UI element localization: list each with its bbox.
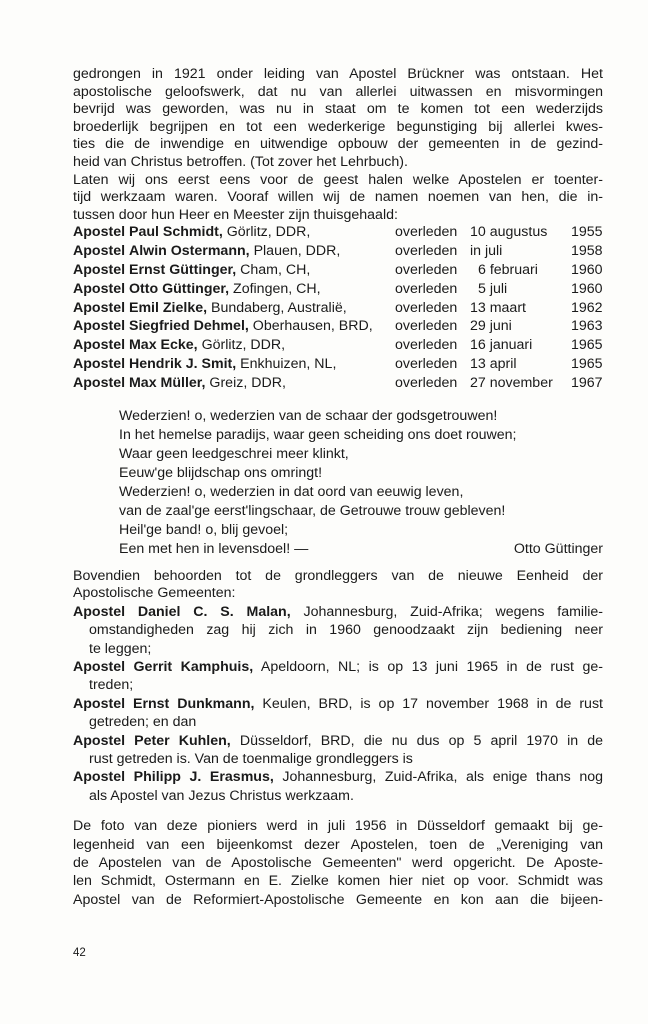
apostle-name: Otto Güttinger, <box>128 280 230 297</box>
text-line: omstandigheden zag hij zich in 1960 genoodzaakt zijn bediening neer <box>89 622 603 639</box>
died-label: overleden <box>395 261 458 278</box>
apostle-place: Görlitz, DDR, <box>201 337 286 354</box>
apostle-row <box>73 262 603 281</box>
apostle-name: Alwin Ostermann, <box>128 243 250 260</box>
apostle-name: Emil Zielke, <box>128 299 208 316</box>
death-date: 29 juni <box>470 318 512 335</box>
died-label: overleden <box>395 243 458 260</box>
apostle-title: Apostel <box>73 243 126 260</box>
apostle-row <box>73 224 603 243</box>
apostle-place: Greiz, DDR, <box>209 374 286 391</box>
died-label: overleden <box>395 318 458 335</box>
apostle-place: Görlitz, DDR, <box>226 224 311 241</box>
text-line: getreden; en dan <box>89 714 197 731</box>
text-line: Bovendien behoorden tot de grondleggers van de nieuwe Eenheid der <box>73 567 603 584</box>
closing-paragraph <box>73 817 603 909</box>
apostle-row <box>73 318 603 337</box>
death-year: 1963 <box>571 318 603 335</box>
death-year: 1955 <box>571 224 603 241</box>
apostle-title: Apostel <box>73 374 126 391</box>
apostle-place: Plauen, DDR, <box>253 243 341 260</box>
text-line: heid van Christus betroffen. (Tot zover het Lehrbuch). <box>73 153 408 170</box>
poem-line: Eeuw'ge blijdschap ons omringt! <box>119 464 323 481</box>
poem-line: van de zaal'ge eerst'lingschaar, de Getrouwe trouw gebleven! <box>119 502 506 519</box>
apostle-place: Oberhausen, BRD, <box>252 318 373 335</box>
death-date: 16 januari <box>470 337 533 354</box>
deceased-apostles-list <box>73 224 603 393</box>
death-year: 1962 <box>571 299 603 316</box>
poem-last-line <box>119 541 603 560</box>
founder-name: Apostel Ernst Dunkmann, <box>73 695 255 712</box>
death-date: 27 november <box>470 374 553 391</box>
apostle-row <box>73 243 603 262</box>
founder-name: Apostel Peter Kuhlen, <box>73 732 231 749</box>
death-date: 13 april <box>470 355 517 372</box>
apostle-title: Apostel <box>73 318 126 335</box>
died-label: overleden <box>395 337 458 354</box>
apostle-name: Max Ecke, <box>128 337 198 354</box>
apostle-title: Apostel <box>73 224 126 241</box>
died-label: overleden <box>395 374 458 391</box>
death-year: 1967 <box>571 374 603 391</box>
death-year: 1960 <box>571 280 603 297</box>
text-line: Apostel van de Reformiert-Apostolische Gemeente en kon aan die bijeen- <box>73 891 603 908</box>
founder-entry <box>73 768 603 805</box>
death-date: 5 juli <box>478 280 508 297</box>
died-label: overleden <box>395 280 458 297</box>
apostle-place: Cham, CH, <box>240 261 311 278</box>
death-year: 1960 <box>571 261 603 278</box>
founder-entry <box>73 732 603 769</box>
founder-entry <box>73 695 603 732</box>
text-line: tussen door hun Heer en Meester zijn thuisgehaald: <box>73 206 398 223</box>
apostle-title: Apostel <box>73 355 126 372</box>
apostle-place: Zofingen, CH, <box>233 280 321 297</box>
died-label: overleden <box>395 355 458 372</box>
text-line: Laten wij ons eerst eens voor de geest halen welke Apostelen er toenter- <box>73 171 603 188</box>
apostle-row <box>73 375 603 394</box>
founder-entry <box>73 603 603 658</box>
apostle-place: Bundaberg, Australië, <box>211 299 347 316</box>
text-line: Apostolische Gemeenten: <box>73 585 236 602</box>
deceased-intro-paragraph <box>73 172 603 225</box>
apostle-name: Ernst Güttinger, <box>128 261 237 278</box>
apostle-row <box>73 337 603 356</box>
death-date: 13 maart <box>470 299 526 316</box>
apostle-name: Hendrik J. Smit, <box>128 355 237 372</box>
founders-intro-paragraph <box>73 568 603 603</box>
apostle-name: Max Müller, <box>128 374 206 391</box>
text-line: bevrijd was geworden, was nu in staat om te komen tot een wederzijds <box>73 101 603 118</box>
text-line: te leggen; <box>89 640 152 657</box>
apostle-title: Apostel <box>73 337 126 354</box>
founder-name: Apostel Philipp J. Erasmus, <box>73 769 274 786</box>
text-line: De foto van deze pioniers werd in juli 1956 in Düsseldorf gemaakt bij ge- <box>73 818 603 835</box>
text-line: Düsseldorf, BRD, die nu dus op 5 april 1970 in de <box>230 732 603 749</box>
death-date: 6 februari <box>478 261 538 278</box>
text-line: Johannesburg, Zuid-Afrika, als enige thans nog <box>273 769 603 786</box>
text-line: rust getreden is. Van de toenmalige grondleggers is <box>89 750 413 767</box>
founders-list <box>73 603 603 805</box>
text-line: legenheid van een bijeenkomst dezer Apostelen, toen de „Vereniging van <box>73 836 603 853</box>
text-line: broederlijk begrijpen en tot een wederkerige begunstiging bij allerlei kwes- <box>73 118 603 135</box>
founder-name: Apostel Gerrit Kamphuis, <box>73 658 254 675</box>
text-line: tijd werkzaam waren. Vooraf willen wij de namen noemen van hen, die in- <box>73 189 603 206</box>
apostle-title: Apostel <box>73 261 126 278</box>
death-year: 1965 <box>571 355 603 372</box>
text-line: ties die de inwendige en uitwendige opbouw der gemeenten in de gezind- <box>73 136 603 153</box>
apostle-title: Apostel <box>73 299 126 316</box>
text-line: Johannesburg, Zuid-Afrika; wegens familie- <box>290 603 603 620</box>
poem-line: In het hemelse paradijs, waar geen scheiding ons doet rouwen; <box>119 426 517 443</box>
poem-line: Wederzien! o, wederzien van de schaar der godsgetrouwen! <box>119 407 498 424</box>
text-line: als Apostel van Jezus Christus werkzaam. <box>89 787 354 804</box>
text-line: treden; <box>89 677 134 694</box>
death-year: 1965 <box>571 337 603 354</box>
died-label: overleden <box>395 224 458 241</box>
apostle-row <box>73 281 603 300</box>
death-year: 1958 <box>571 243 603 260</box>
apostle-row <box>73 300 603 319</box>
death-date: 10 augustus <box>470 224 548 241</box>
death-date: in juli <box>470 243 503 260</box>
text-line: Keulen, BRD, is op 17 november 1968 in de rust <box>254 695 603 712</box>
poem-line: Een met hen in levensdoel! — <box>119 540 309 557</box>
apostle-title: Apostel <box>73 280 126 297</box>
text-line: gedrongen in 1921 onder leiding van Apostel Brückner was ontstaan. Het <box>73 66 603 82</box>
apostle-place: Enkhuizen, NL, <box>240 355 337 372</box>
book-page <box>73 66 603 909</box>
poem-line: Waar geen leedgeschrei meer klinkt, <box>119 445 349 462</box>
apostle-row <box>73 356 603 375</box>
text-line: de Apostelen van de Apostolische Gemeenten" werd opgericht. De Aposte- <box>73 854 603 871</box>
text-line: len Schmidt, Ostermann en E. Zielke komen hier niet op voor. Schmidt was <box>73 873 603 890</box>
poem-line: Heil'ge band! o, blij gevoel; <box>119 521 289 538</box>
founder-name: Apostel Daniel C. S. Malan, <box>73 603 291 620</box>
apostle-name: Siegfried Dehmel, <box>128 318 249 335</box>
poem-line: Wederzien! o, wederzien in dat oord van eeuwig leven, <box>119 483 464 500</box>
text-line: apostolische geloofswerk, dat nu van allerlei uitwassen en misvormingen <box>73 83 603 100</box>
founder-entry <box>73 658 603 695</box>
died-label: overleden <box>395 299 458 316</box>
intro-paragraph <box>73 66 603 172</box>
text-line: Apeldoorn, NL; is op 13 juni 1965 in de rust ge- <box>253 658 603 675</box>
page-number: 42 <box>73 947 86 959</box>
poem-author: Otto Güttinger <box>513 540 603 557</box>
poem <box>119 408 603 560</box>
apostle-name: Paul Schmidt, <box>128 224 223 241</box>
